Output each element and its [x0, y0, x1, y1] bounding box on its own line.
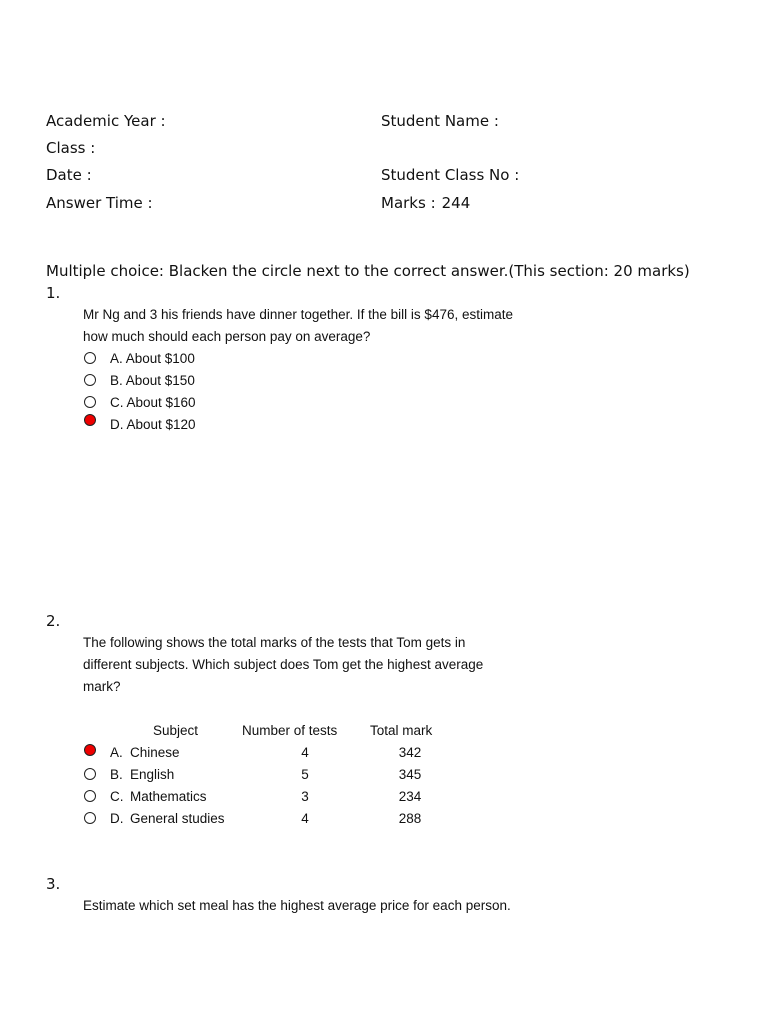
question-2-text — [83, 632, 483, 698]
radio-circle-icon[interactable] — [84, 374, 96, 386]
radio-filled-icon[interactable] — [84, 414, 96, 426]
section-title: Multiple choice: Blacken the circle next to the correct answer.(This section: 20 marks) — [46, 262, 690, 280]
radio-circle-icon[interactable] — [84, 352, 96, 364]
row-total: 342 — [398, 745, 422, 760]
question-2-line-3: mark? — [83, 679, 121, 694]
row-tests: 4 — [301, 811, 309, 826]
option-letter: D. — [110, 811, 124, 826]
class-label: Class : — [46, 139, 95, 157]
row-subject: Chinese — [130, 745, 180, 760]
radio-circle-icon[interactable] — [84, 768, 96, 780]
table-header-subject: Subject — [153, 723, 199, 738]
marks-value: 244 — [441, 194, 471, 212]
row-subject: Mathematics — [130, 789, 207, 804]
option-label: B. About $150 — [110, 373, 195, 388]
academic-year-field — [46, 112, 166, 130]
question-2-number: 2. — [46, 612, 61, 630]
question-3-text: Estimate which set meal has the highest average price for each person. — [83, 898, 511, 913]
radio-circle-icon[interactable] — [84, 396, 96, 408]
radio-filled-icon[interactable] — [84, 744, 96, 756]
student-class-no-field — [381, 166, 519, 184]
row-tests: 3 — [301, 789, 309, 804]
radio-circle-icon[interactable] — [84, 790, 96, 802]
row-tests: 5 — [301, 767, 309, 782]
question-1-line-1: Mr Ng and 3 his friends have dinner together. If the bill is $476, estimate — [83, 307, 513, 322]
row-subject: English — [130, 767, 175, 782]
date-label: Date : — [46, 166, 92, 184]
question-2-line-1: The following shows the total marks of the tests that Tom gets in — [83, 635, 466, 650]
option-label: A. About $100 — [110, 351, 195, 366]
table-header-tests: Number of tests — [242, 723, 338, 738]
option-label: C. About $160 — [110, 395, 196, 410]
answer-time-field — [46, 194, 153, 212]
date-field — [46, 166, 92, 184]
option-letter: C. — [110, 789, 124, 804]
student-class-no-label: Student Class No : — [381, 166, 519, 184]
question-2-line-2: different subjects. Which subject does Tom get the highest average — [83, 657, 484, 672]
option-letter: B. — [110, 767, 123, 782]
academic-year-label: Academic Year : — [46, 112, 166, 130]
marks-label: Marks : — [381, 194, 436, 212]
radio-circle-icon[interactable] — [84, 812, 96, 824]
class-field — [46, 139, 95, 157]
row-total: 234 — [398, 789, 422, 804]
question-1-number: 1. — [46, 284, 61, 302]
question-3-number: 3. — [46, 875, 61, 893]
student-name-field — [381, 112, 499, 130]
question-1-text — [83, 304, 513, 348]
row-subject: General studies — [130, 811, 225, 826]
row-total: 288 — [398, 811, 422, 826]
option-letter: A. — [110, 745, 123, 760]
answer-time-label: Answer Time : — [46, 194, 153, 212]
row-total: 345 — [398, 767, 422, 782]
row-tests: 4 — [301, 745, 309, 760]
table-header-total: Total mark — [370, 723, 433, 738]
marks-field — [381, 194, 470, 212]
question-1-line-2: how much should each person pay on average? — [83, 329, 371, 344]
student-name-label: Student Name : — [381, 112, 499, 130]
option-label: D. About $120 — [110, 417, 196, 432]
